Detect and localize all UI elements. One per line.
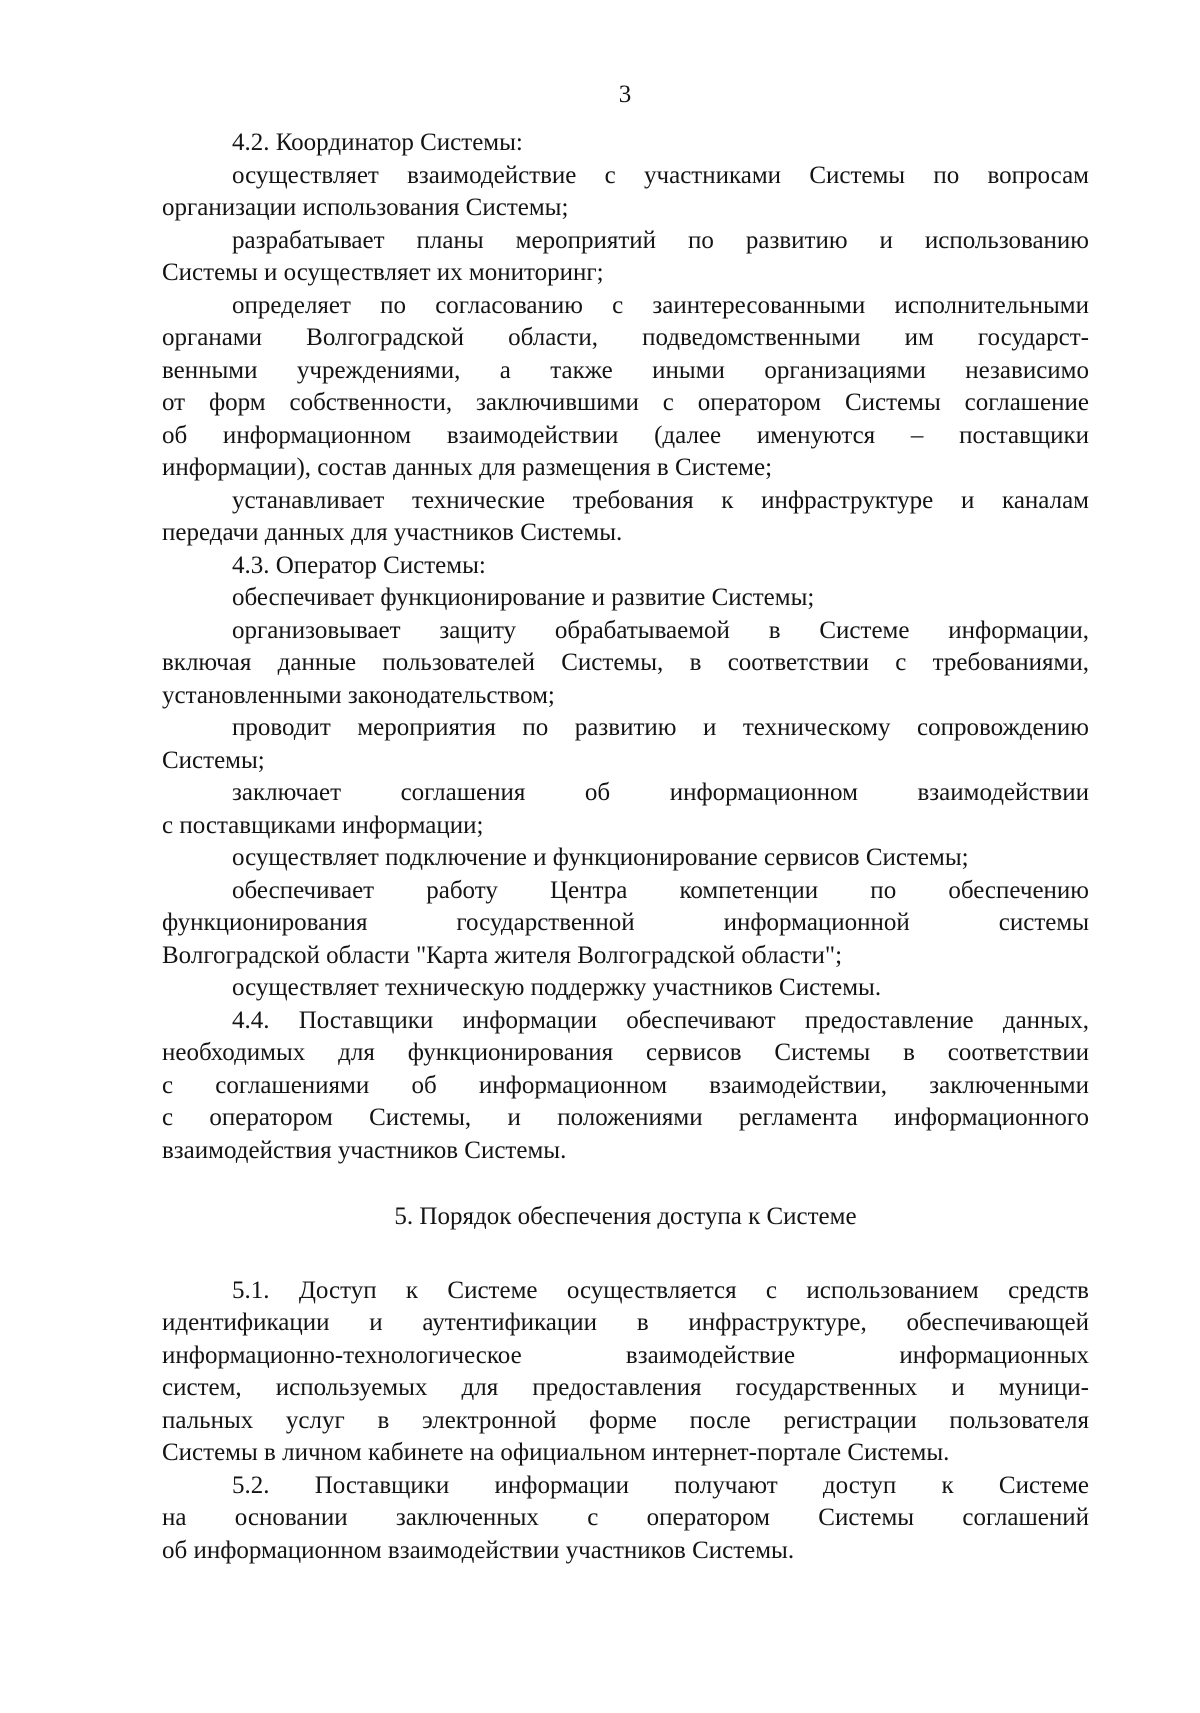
- text-line: об информационном взаимодействии (далее именуются – поставщики: [162, 422, 1089, 449]
- text-line: органами Волгоградской области, подведомственными им государст-: [162, 324, 1089, 351]
- text-line: с поставщиками информации;: [162, 812, 484, 839]
- text-line: обеспечивает работу Центра компетенции по обеспечению: [232, 877, 1089, 904]
- text-line: идентификации и аутентификации в инфраструктуре, обеспечивающей: [162, 1309, 1089, 1336]
- text-line: об информационном взаимодействии участников Системы.: [162, 1537, 795, 1564]
- text-line-section-4-4: 4.4. Поставщики информации обеспечивают предоставление данных,: [232, 1007, 1089, 1034]
- text-line-section-5-2: 5.2. Поставщики информации получают доступ к Системе: [232, 1472, 1089, 1499]
- text-line: систем, используемых для предоставления государственных и муници-: [162, 1374, 1089, 1401]
- text-line: осуществляет подключение и функционирование сервисов Системы;: [232, 844, 969, 871]
- text-line: включая данные пользователей Системы, в соответствии с требованиями,: [162, 649, 1089, 676]
- text-line: венными учреждениями, а также иными организациями независимо: [162, 357, 1089, 384]
- text-line: осуществляет техническую поддержку участников Системы.: [232, 974, 882, 1001]
- text-line: Волгоградской области "Карта жителя Волгоградской области";: [162, 942, 843, 969]
- text-line: от форм собственности, заключившими с оператором Системы соглашение: [162, 389, 1089, 416]
- text-line: разрабатывает планы мероприятий по развитию и использованию: [232, 227, 1089, 254]
- text-line-section-5-1: 5.1. Доступ к Системе осуществляется с использованием средств: [232, 1277, 1089, 1304]
- text-line: взаимодействия участников Системы.: [162, 1137, 567, 1164]
- text-line: Системы в личном кабинете на официальном интернет-портале Системы.: [162, 1439, 950, 1466]
- text-line-section-4-2-heading: 4.2. Координатор Системы:: [232, 129, 523, 156]
- section-5-heading: 5. Порядок обеспечения доступа к Системе: [394, 1203, 857, 1230]
- text-line: определяет по согласованию с заинтересованными исполнительными: [232, 292, 1089, 319]
- text-line: установленными законодательством;: [162, 682, 555, 709]
- text-line: обеспечивает функционирование и развитие Системы;: [232, 584, 815, 611]
- text-line: с оператором Системы, и положениями регламента информационного: [162, 1104, 1089, 1131]
- text-line: информационно-технологическое взаимодействие информационных: [162, 1342, 1089, 1369]
- text-line: организации использования Системы;: [162, 194, 569, 221]
- text-line: информации), состав данных для размещения в Системе;: [162, 454, 773, 481]
- text-line: устанавливает технические требования к инфраструктуре и каналам: [232, 487, 1089, 514]
- text-line: функционирования государственной информационной системы: [162, 909, 1089, 936]
- text-line-section-4-3-heading: 4.3. Оператор Системы:: [232, 552, 486, 579]
- text-line: Системы;: [162, 747, 265, 774]
- text-line: Системы и осуществляет их мониторинг;: [162, 259, 604, 286]
- text-line: организовывает защиту обрабатываемой в Системе информации,: [232, 617, 1089, 644]
- text-line: заключает соглашения об информационном взаимодействии: [232, 779, 1089, 806]
- text-line: на основании заключенных с оператором Системы соглашений: [162, 1504, 1089, 1531]
- text-line: необходимых для функционирования сервисов Системы в соответствии: [162, 1039, 1089, 1066]
- text-line: пальных услуг в электронной форме после регистрации пользователя: [162, 1407, 1089, 1434]
- text-line: с соглашениями об информационном взаимодействии, заключенными: [162, 1072, 1089, 1099]
- text-line: проводит мероприятия по развитию и техническому сопровождению: [232, 714, 1089, 741]
- page-number: 3: [618, 81, 632, 108]
- text-line: осуществляет взаимодействие с участниками Системы по вопросам: [232, 162, 1089, 189]
- text-line: передачи данных для участников Системы.: [162, 519, 623, 546]
